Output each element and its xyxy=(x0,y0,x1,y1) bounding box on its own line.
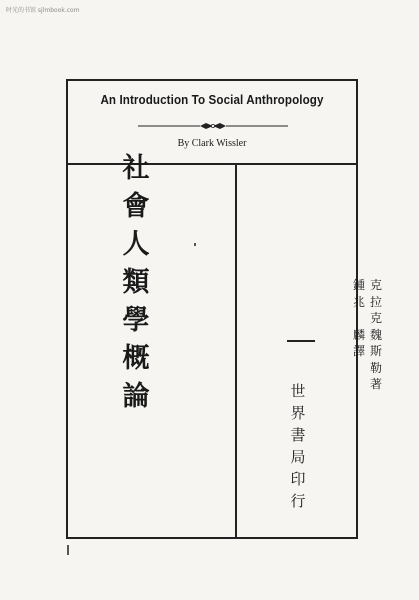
watermark-text: 时光的书馆 sjlmbook.com xyxy=(6,7,80,14)
ornament-rule xyxy=(138,121,288,131)
translator-line-cn: 鍾 兆 麟 譯 xyxy=(352,278,365,358)
column-divider xyxy=(235,165,237,537)
publisher-cn: 世 界 書 局 印 行 xyxy=(290,382,306,510)
publisher-rule xyxy=(287,340,315,342)
english-author: By Clark Wissler xyxy=(177,138,247,149)
author-line-cn: 克 拉 克 魏 斯 勒 著 xyxy=(369,278,382,391)
chinese-title: 社 會 人 類 學 概 論 xyxy=(122,153,150,412)
cover-frame xyxy=(66,79,382,539)
print-mark xyxy=(67,545,69,555)
title-block xyxy=(68,81,356,165)
english-title: An Introduction To Social Anthropology xyxy=(100,93,324,107)
print-mark xyxy=(194,243,196,246)
